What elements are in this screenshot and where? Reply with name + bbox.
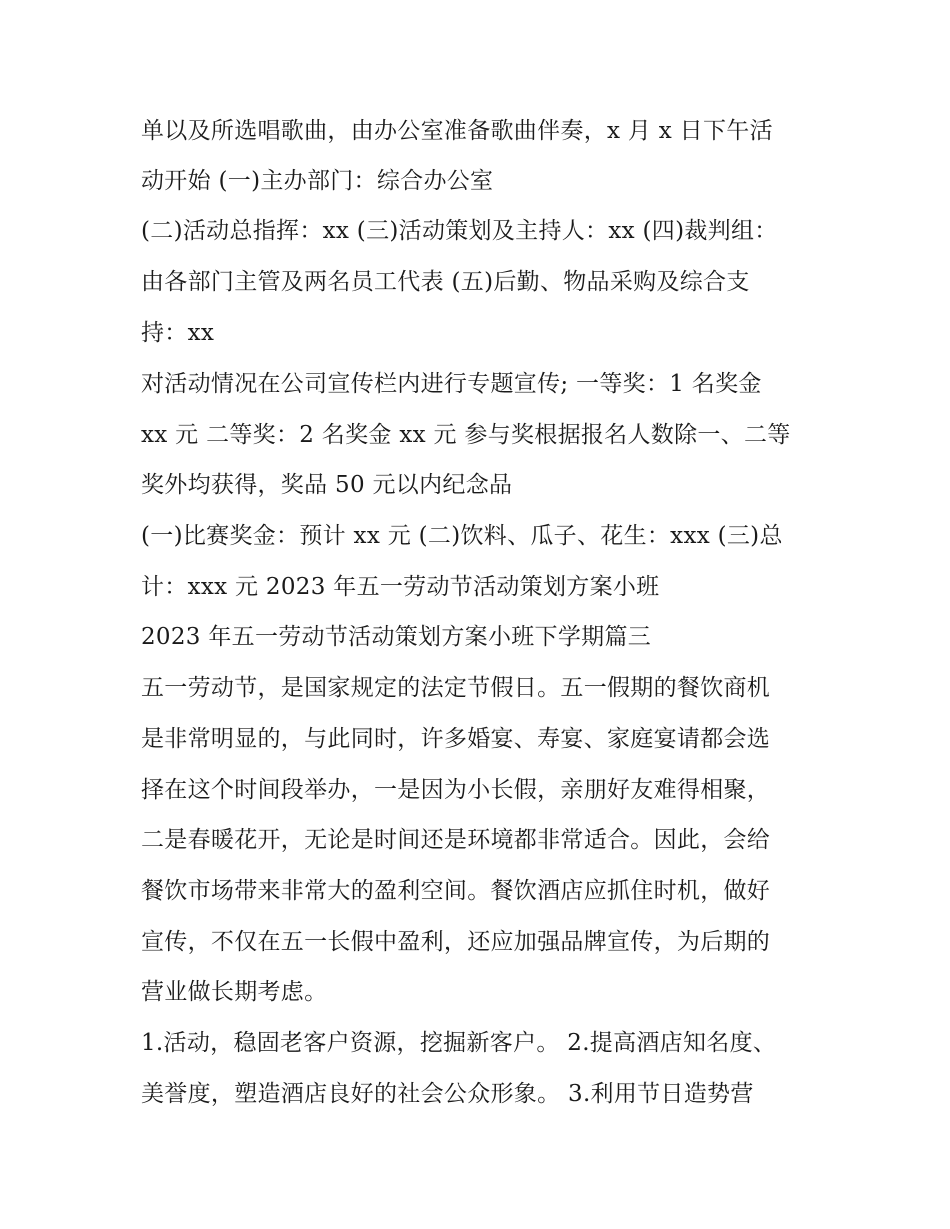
text-line: 由各部门主管及两名员工代表 (五)后勤、物品采购及综合支 [141, 269, 750, 295]
text-line: 五一劳动节，是国家规定的法定节假日。五一假期的餐饮商机 [141, 675, 771, 701]
text-line: 单以及所选唱歌曲，由办公室准备歌曲伴奏，x 月 x 日下午活 [141, 118, 773, 144]
text-line: (二)活动总指挥：xx (三)活动策划及主持人：xx (四)裁判组： [141, 218, 778, 244]
text-line: 宣传，不仅在五一长假中盈利，还应加强品牌宣传，为后期的 [141, 929, 771, 955]
text-line: 持：xx [141, 320, 215, 346]
text-line: (一)比赛奖金：预计 xx 元 (二)饮料、瓜子、花生：xxx (三)总 [141, 523, 783, 549]
text-line: 是非常明显的，与此同时，许多婚宴、寿宴、家庭宴请都会选 [141, 726, 771, 752]
text-line: 餐饮市场带来非常大的盈利空间。餐饮酒店应抓住时机，做好 [141, 878, 771, 904]
text-line: 择在这个时间段举办，一是因为小长假，亲朋好友难得相聚， [141, 777, 771, 803]
text-line: 动开始 (一)主办部门：综合办公室 [141, 168, 494, 194]
text-line: xx 元 二等奖：2 名奖金 xx 元 参与奖根据报名人数除一、二等 [141, 422, 791, 448]
text-line: 二是春暖花开，无论是时间还是环境都非常适合。因此，会给 [141, 827, 771, 853]
text-line: 奖外均获得，奖品 50 元以内纪念品 [141, 472, 513, 498]
text-line: 对活动情况在公司宣传栏内进行专题宣传; 一等奖：1 名奖金 [141, 371, 762, 397]
text-line: 营业做长期考虑。 [141, 979, 328, 1005]
text-line: 计：xxx 元 2023 年五一劳动节活动策划方案小班 [141, 574, 660, 600]
text-line: 2023 年五一劳动节活动策划方案小班下学期篇三 [141, 624, 652, 650]
text-line: 1.活动，稳固老客户资源，挖掘新客户。 2.提高酒店知名度、 [141, 1030, 777, 1056]
text-line: 美誉度，塑造酒店良好的社会公众形象。 3.利用节日造势营 [141, 1081, 754, 1107]
